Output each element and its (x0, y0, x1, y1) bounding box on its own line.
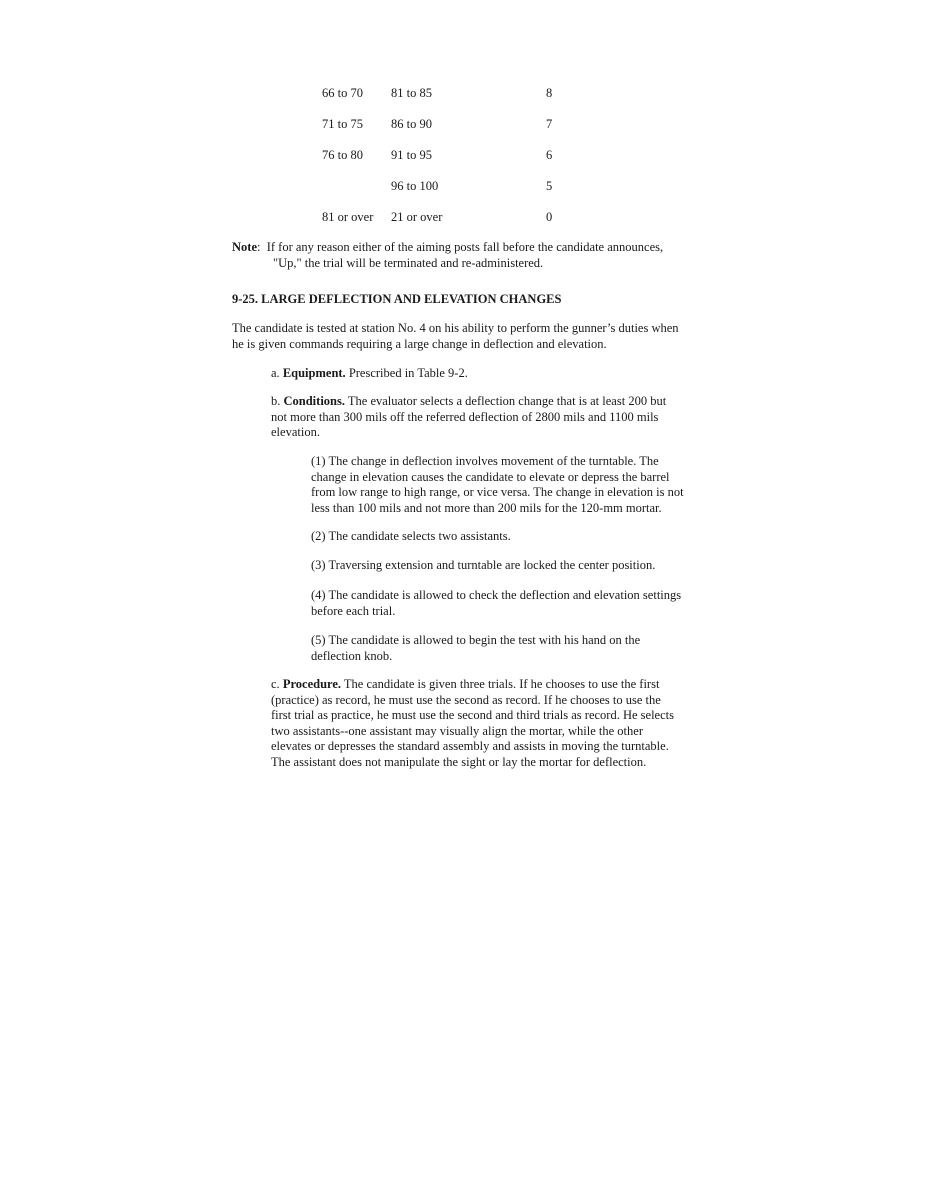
intro-line: The candidate is tested at station No. 4 on his ability to perform the gunner’s duties when (232, 321, 679, 335)
condition-item-5 (311, 633, 703, 664)
condition-item-1 (311, 454, 703, 516)
table-cell-range-a: 71 to 75 (322, 117, 363, 131)
conditions-line-1 (271, 394, 703, 410)
table-cell-points: 7 (546, 117, 553, 131)
para-text: Prescribed in Table 9-2. (345, 366, 468, 380)
note-block (232, 239, 702, 271)
para-lead: Equipment. (282, 366, 346, 380)
condition-item-3: (3) Traversing extension and turntable are locked the center position. (311, 558, 656, 572)
table-cell-points: 5 (546, 179, 553, 193)
para-text: The evaluator selects a deflection change that is at least 200 but (344, 394, 667, 408)
para-prefix: a. (271, 366, 283, 380)
conditions-paragraph (271, 394, 703, 441)
para-lead: Procedure. (282, 677, 342, 691)
procedure-line-1 (271, 677, 703, 693)
equipment-paragraph (271, 366, 701, 382)
conditions-line-3: elevation. (271, 425, 320, 439)
table-cell-points: 8 (546, 86, 553, 100)
procedure-line: two assistants--one assistant may visually align the mortar, while the other (271, 723, 643, 738)
table-cell-range-b: 21 or over (391, 210, 443, 224)
table-cell-range-a: 76 to 80 (322, 148, 363, 162)
para-prefix: b. (271, 394, 284, 408)
procedure-line: The assistant does not manipulate the sight or lay the mortar for deflection. (271, 754, 647, 769)
table-cell-points: 6 (546, 148, 553, 162)
condition-line: (4) The candidate is allowed to check the deflection and elevation settings (311, 588, 682, 602)
table-cell-range-b: 96 to 100 (391, 179, 439, 193)
table-cell-range-a: 66 to 70 (322, 86, 363, 100)
para-lead: Conditions. (283, 394, 345, 408)
note-line-1 (232, 239, 702, 255)
condition-line: (1) The change in deflection involves movement of the turntable. The (311, 454, 659, 468)
condition-line: deflection knob. (311, 648, 393, 663)
table-cell-range-b: 86 to 90 (391, 117, 432, 131)
condition-line: change in elevation causes the candidate to elevate or depress the barrel (311, 469, 670, 484)
condition-line: less than 100 mils and not more than 200 mils for the 120-mm mortar. (311, 500, 662, 515)
condition-item-2: (2) The candidate selects two assistants. (311, 529, 511, 543)
procedure-line: first trial as practice, he must use the second and third trials as record. He selects (271, 708, 674, 722)
conditions-line-2: not more than 300 mils off the referred deflection of 2800 mils and 1100 mils (271, 409, 659, 424)
intro-line: he is given commands requiring a large change in deflection and elevation. (232, 336, 607, 351)
table-cell-range-a: 81 or over (322, 210, 374, 224)
para-prefix: c. (271, 677, 283, 691)
condition-line: (5) The candidate is allowed to begin the test with his hand on the (311, 633, 641, 647)
procedure-paragraph (271, 677, 703, 770)
note-colon: : (257, 240, 261, 254)
condition-item-4 (311, 588, 703, 619)
procedure-line: (practice) as record, he must use the second as record. If he chooses to use the (271, 692, 661, 707)
note-label: Note (232, 240, 257, 254)
table-cell-points: 0 (546, 210, 553, 224)
section-heading: 9-25. LARGE DEFLECTION AND ELEVATION CHANGES (232, 292, 562, 306)
note-line-2: "Up," the trial will be terminated and re-administered. (273, 256, 544, 270)
intro-paragraph (232, 321, 702, 352)
table-cell-range-b: 91 to 95 (391, 148, 432, 162)
condition-line: before each trial. (311, 603, 396, 618)
para-text: The candidate is given three trials. If he chooses to use the first (341, 677, 660, 691)
note-text: If for any reason either of the aiming posts fall before the candidate announces, (266, 240, 664, 254)
procedure-line: elevates or depresses the standard assembly and assists in moving the turntable. (271, 739, 669, 753)
table-cell-range-b: 81 to 85 (391, 86, 432, 100)
condition-line: from low range to high range, or vice versa. The change in elevation is not (311, 485, 684, 499)
